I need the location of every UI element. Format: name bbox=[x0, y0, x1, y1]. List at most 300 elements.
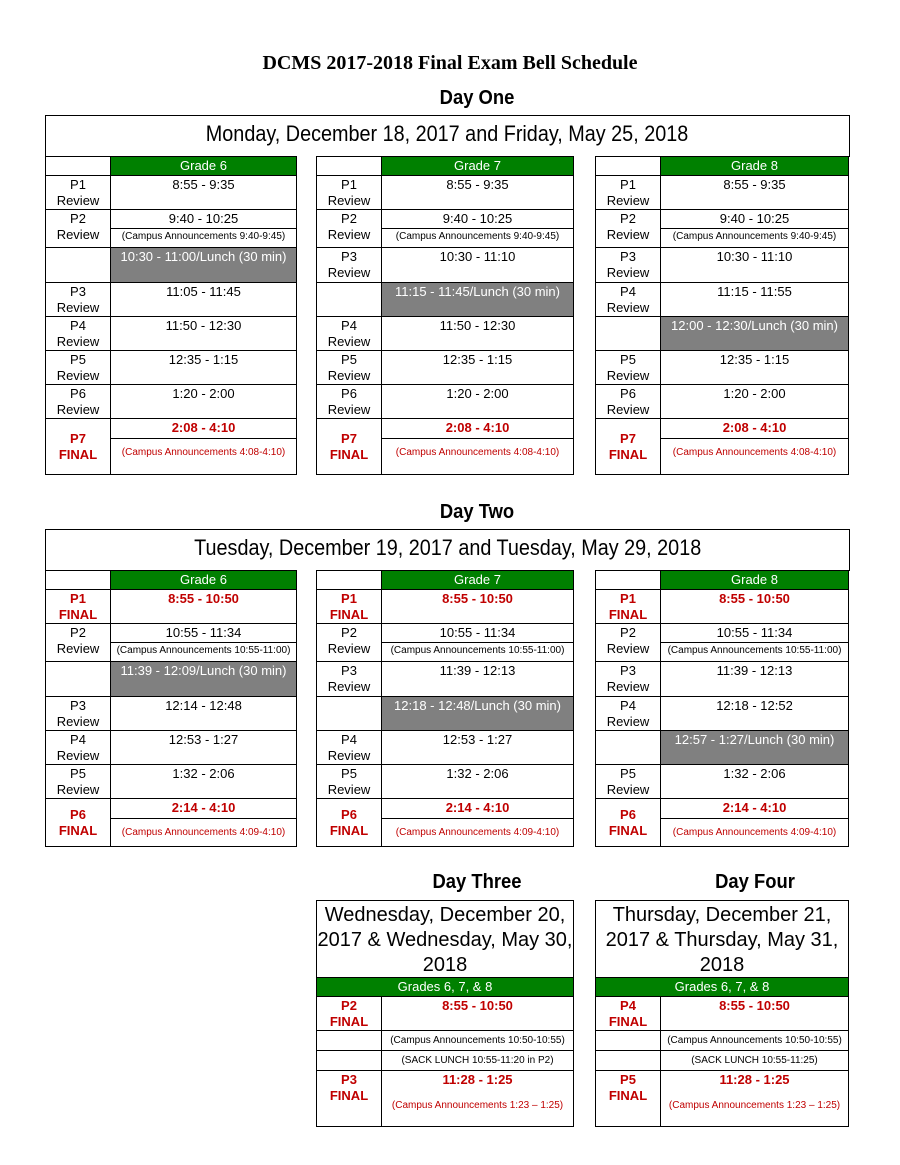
time-cell bbox=[111, 283, 297, 317]
period-type: FINAL bbox=[329, 607, 369, 622]
announcement-note: (Campus Announcements 10:55-11:00) bbox=[382, 642, 573, 658]
table-row bbox=[46, 799, 297, 847]
time-range: 1:20 - 2:00 bbox=[172, 386, 235, 401]
period-number: P6 bbox=[620, 386, 636, 401]
day-four-date bbox=[595, 900, 849, 978]
day-one-date: Monday, December 18, 2017 and Friday, May 25, 2018 bbox=[45, 115, 850, 157]
schedule-table bbox=[316, 570, 574, 847]
announcement-note: (Campus Announcements 4:08-4:10) bbox=[382, 438, 573, 461]
period-number: P1 bbox=[620, 591, 636, 606]
time-range: 8:55 - 9:35 bbox=[723, 177, 786, 192]
period-label bbox=[596, 997, 661, 1031]
period-number: P3 bbox=[341, 663, 357, 678]
period-type: Review bbox=[327, 641, 371, 656]
period-number: P3 bbox=[70, 698, 86, 713]
period-number: P2 bbox=[70, 211, 86, 226]
period-number: P1 bbox=[341, 591, 357, 606]
time-cell bbox=[111, 697, 297, 731]
period-label bbox=[596, 590, 661, 624]
period-number: P4 bbox=[70, 732, 86, 747]
period-type: Review bbox=[56, 641, 100, 656]
period-label bbox=[46, 351, 111, 385]
period-number: P6 bbox=[341, 807, 357, 822]
time-range: 2:08 - 4:10 bbox=[171, 420, 236, 435]
table-row bbox=[317, 997, 574, 1031]
time-cell bbox=[382, 176, 574, 210]
table-row bbox=[317, 731, 574, 765]
time-range: 8:55 - 10:50 bbox=[168, 591, 239, 606]
time-range: 11:28 - 1:25 bbox=[442, 1072, 513, 1087]
time-range: 11:50 - 12:30 bbox=[165, 318, 242, 333]
period-number: P1 bbox=[620, 177, 636, 192]
period-type: FINAL bbox=[608, 823, 648, 838]
time-cell bbox=[661, 590, 849, 624]
lunch-cell: 11:15 - 11:45/Lunch (30 min) bbox=[382, 283, 574, 317]
grade-header: Grade 8 bbox=[661, 157, 849, 176]
period-type: Review bbox=[606, 402, 650, 417]
table-row bbox=[317, 385, 574, 419]
grade-header: Grade 6 bbox=[111, 571, 297, 590]
time-cell bbox=[111, 624, 297, 662]
empty-label-cell bbox=[317, 1051, 382, 1071]
table-row bbox=[317, 799, 574, 847]
period-number: P2 bbox=[341, 998, 357, 1013]
period-type: FINAL bbox=[608, 1088, 648, 1103]
period-number: P4 bbox=[341, 318, 357, 333]
announcement-note: (Campus Announcements 1:23 – 1:25) bbox=[391, 1100, 564, 1111]
table-row bbox=[46, 385, 297, 419]
time-range: 2:14 - 4:10 bbox=[722, 800, 787, 815]
header-blank bbox=[596, 157, 661, 176]
time-cell bbox=[661, 248, 849, 283]
table-row bbox=[596, 590, 849, 624]
period-number: P6 bbox=[70, 807, 86, 822]
period-type: FINAL bbox=[329, 1014, 369, 1029]
time-range: 2:14 - 4:10 bbox=[171, 800, 236, 815]
period-type: Review bbox=[56, 782, 100, 797]
period-type: FINAL bbox=[58, 447, 98, 462]
lunch-cell: 12:00 - 12:30/Lunch (30 min) bbox=[661, 317, 849, 351]
announcement-note: (Campus Announcements 10:50-10:55) bbox=[661, 1031, 849, 1051]
period-type: Review bbox=[327, 402, 371, 417]
day-two-date: Tuesday, December 19, 2017 and Tuesday, May 29, 2018 bbox=[45, 529, 850, 571]
time-range: 8:55 - 9:35 bbox=[172, 177, 235, 192]
time-range: 8:55 - 9:35 bbox=[446, 177, 509, 192]
period-type: FINAL bbox=[608, 607, 648, 622]
grade-header: Grade 8 bbox=[661, 571, 849, 590]
table-row bbox=[596, 799, 849, 847]
period-type: Review bbox=[606, 782, 650, 797]
time-cell bbox=[661, 385, 849, 419]
grade-header: Grades 6, 7, & 8 bbox=[596, 978, 849, 997]
period-type: Review bbox=[56, 402, 100, 417]
period-label bbox=[596, 799, 661, 847]
period-type: Review bbox=[606, 265, 650, 280]
period-number: P1 bbox=[70, 591, 86, 606]
table-row bbox=[596, 1051, 849, 1071]
period-type: Review bbox=[56, 193, 100, 208]
period-number: P4 bbox=[70, 318, 86, 333]
period-label bbox=[596, 176, 661, 210]
time-cell bbox=[382, 317, 574, 351]
time-range: 9:40 - 10:25 bbox=[168, 211, 239, 226]
time-cell bbox=[382, 419, 574, 475]
period-type: Review bbox=[56, 368, 100, 383]
period-number: P4 bbox=[620, 284, 636, 299]
table-row bbox=[596, 176, 849, 210]
lunch-cell: 12:57 - 1:27/Lunch (30 min) bbox=[661, 731, 849, 765]
time-range: 1:20 - 2:00 bbox=[446, 386, 509, 401]
table-row bbox=[317, 419, 574, 475]
page-title: DCMS 2017-2018 Final Exam Bell Schedule bbox=[262, 52, 638, 74]
period-label bbox=[317, 248, 382, 283]
time-cell bbox=[382, 248, 574, 283]
period-label bbox=[596, 419, 661, 475]
schedule-table bbox=[316, 977, 574, 1127]
day-four-heading: Day Four bbox=[715, 871, 795, 893]
period-label bbox=[317, 385, 382, 419]
period-number: P5 bbox=[620, 766, 636, 781]
time-cell bbox=[661, 176, 849, 210]
time-range: 11:28 - 1:25 bbox=[719, 1072, 790, 1087]
time-cell bbox=[661, 283, 849, 317]
period-type: Review bbox=[606, 714, 650, 729]
time-cell bbox=[111, 799, 297, 847]
announcement-note: (Campus Announcements 10:55-11:00) bbox=[661, 642, 848, 658]
empty-label-cell bbox=[596, 1031, 661, 1051]
time-range: 2:14 - 4:10 bbox=[445, 800, 510, 815]
table-row bbox=[317, 624, 574, 662]
time-range: 12:53 - 1:27 bbox=[168, 732, 239, 747]
time-range: 11:50 - 12:30 bbox=[439, 318, 516, 333]
announcement-note: (Campus Announcements 4:08-4:10) bbox=[661, 438, 848, 461]
period-label bbox=[317, 1071, 382, 1127]
period-number: P5 bbox=[70, 766, 86, 781]
time-range: 1:32 - 2:06 bbox=[723, 766, 786, 781]
empty-label-cell bbox=[317, 283, 382, 317]
time-cell bbox=[382, 997, 574, 1031]
period-number: P5 bbox=[70, 352, 86, 367]
table-row bbox=[46, 662, 297, 697]
period-label bbox=[46, 419, 111, 475]
empty-label-cell bbox=[596, 317, 661, 351]
day-four-date-line3: 2018 bbox=[699, 954, 745, 976]
period-label bbox=[317, 590, 382, 624]
period-type: Review bbox=[327, 227, 371, 242]
time-cell bbox=[661, 419, 849, 475]
time-range: 10:55 - 11:34 bbox=[165, 625, 242, 640]
day-three-date-line3: 2018 bbox=[422, 954, 468, 976]
period-label bbox=[46, 385, 111, 419]
time-range: 10:30 - 11:10 bbox=[439, 249, 516, 264]
time-range: 12:35 - 1:15 bbox=[168, 352, 239, 367]
empty-label-cell bbox=[46, 248, 111, 283]
table-row bbox=[46, 765, 297, 799]
time-cell bbox=[382, 590, 574, 624]
period-type: Review bbox=[606, 193, 650, 208]
lunch-cell: 10:30 - 11:00/Lunch (30 min) bbox=[111, 248, 297, 283]
time-range: 11:15 - 11:55 bbox=[717, 284, 792, 299]
period-label bbox=[596, 351, 661, 385]
time-range: 12:53 - 1:27 bbox=[442, 732, 513, 747]
table-row bbox=[317, 210, 574, 248]
announcement-note: (Campus Announcements 10:50-10:55) bbox=[382, 1031, 574, 1051]
period-number: P5 bbox=[341, 766, 357, 781]
time-range: 10:55 - 11:34 bbox=[439, 625, 516, 640]
table-row bbox=[46, 176, 297, 210]
lunch-cell: 11:39 - 12:09/Lunch (30 min) bbox=[111, 662, 297, 697]
table-row bbox=[46, 419, 297, 475]
period-type: FINAL bbox=[329, 447, 369, 462]
time-cell bbox=[111, 590, 297, 624]
period-number: P2 bbox=[620, 625, 636, 640]
table-row bbox=[317, 1031, 574, 1051]
period-number: P7 bbox=[341, 431, 357, 446]
period-label bbox=[46, 624, 111, 662]
grade-header: Grade 6 bbox=[111, 157, 297, 176]
table-row bbox=[596, 385, 849, 419]
time-range: 12:18 - 12:52 bbox=[716, 698, 793, 713]
period-number: P1 bbox=[70, 177, 86, 192]
period-type: Review bbox=[327, 679, 371, 694]
table-row bbox=[596, 697, 849, 731]
table-row bbox=[596, 419, 849, 475]
period-type: Review bbox=[56, 227, 100, 242]
period-type: Review bbox=[327, 193, 371, 208]
header-blank bbox=[596, 571, 661, 590]
header-blank bbox=[317, 571, 382, 590]
period-type: Review bbox=[327, 748, 371, 763]
time-cell bbox=[661, 351, 849, 385]
time-cell bbox=[661, 799, 849, 847]
period-label bbox=[317, 351, 382, 385]
time-cell bbox=[111, 765, 297, 799]
announcement-note: (SACK LUNCH 10:55-11:20 in P2) bbox=[382, 1051, 574, 1071]
table-row bbox=[317, 590, 574, 624]
announcement-note: (Campus Announcements 10:55-11:00) bbox=[111, 642, 296, 658]
announcement-note: (Campus Announcements 9:40-9:45) bbox=[661, 228, 848, 244]
table-row bbox=[317, 662, 574, 697]
period-label bbox=[596, 697, 661, 731]
period-type: FINAL bbox=[58, 823, 98, 838]
time-cell bbox=[661, 624, 849, 662]
period-label bbox=[596, 765, 661, 799]
table-row bbox=[46, 248, 297, 283]
empty-label-cell bbox=[317, 697, 382, 731]
table-row bbox=[596, 1031, 849, 1051]
table-row bbox=[317, 697, 574, 731]
time-cell bbox=[661, 210, 849, 248]
period-label bbox=[596, 283, 661, 317]
period-label bbox=[596, 1071, 661, 1127]
table-row bbox=[317, 176, 574, 210]
table-row bbox=[46, 210, 297, 248]
table-row bbox=[596, 210, 849, 248]
time-range: 12:14 - 12:48 bbox=[165, 698, 242, 713]
period-label bbox=[46, 210, 111, 248]
period-label bbox=[317, 662, 382, 697]
period-type: FINAL bbox=[329, 823, 369, 838]
time-cell bbox=[661, 1071, 849, 1127]
announcement-note: (Campus Announcements 1:23 – 1:25) bbox=[668, 1100, 841, 1111]
table-row bbox=[596, 351, 849, 385]
table-row bbox=[596, 765, 849, 799]
period-label bbox=[317, 997, 382, 1031]
period-type: Review bbox=[606, 227, 650, 242]
period-number: P2 bbox=[341, 211, 357, 226]
schedule-table bbox=[595, 977, 849, 1127]
time-cell bbox=[382, 210, 574, 248]
table-row bbox=[46, 731, 297, 765]
period-number: P3 bbox=[620, 663, 636, 678]
period-type: Review bbox=[606, 679, 650, 694]
table-row bbox=[317, 1051, 574, 1071]
table-row bbox=[596, 624, 849, 662]
period-type: FINAL bbox=[58, 607, 98, 622]
period-number: P5 bbox=[620, 1072, 636, 1087]
day-three-date-line2: 2017 & Wednesday, May 30, bbox=[317, 929, 573, 951]
period-label bbox=[317, 624, 382, 662]
empty-label-cell bbox=[46, 662, 111, 697]
period-type: Review bbox=[56, 748, 100, 763]
header-blank bbox=[317, 157, 382, 176]
table-row bbox=[317, 765, 574, 799]
period-number: P2 bbox=[341, 625, 357, 640]
period-number: P5 bbox=[341, 352, 357, 367]
table-row bbox=[596, 283, 849, 317]
time-cell bbox=[111, 176, 297, 210]
period-number: P4 bbox=[341, 732, 357, 747]
period-label bbox=[46, 765, 111, 799]
period-label bbox=[46, 283, 111, 317]
period-number: P2 bbox=[70, 625, 86, 640]
header-blank bbox=[46, 157, 111, 176]
period-number: P3 bbox=[341, 1072, 357, 1087]
period-label bbox=[317, 799, 382, 847]
announcement-note: (Campus Announcements 4:09-4:10) bbox=[382, 818, 573, 841]
time-range: 9:40 - 10:25 bbox=[719, 211, 790, 226]
table-row bbox=[46, 351, 297, 385]
time-cell bbox=[382, 385, 574, 419]
empty-label-cell bbox=[596, 1051, 661, 1071]
period-number: P3 bbox=[341, 249, 357, 264]
period-type: Review bbox=[327, 265, 371, 280]
period-type: Review bbox=[606, 641, 650, 656]
period-type: Review bbox=[606, 368, 650, 383]
period-label bbox=[46, 317, 111, 351]
period-label bbox=[596, 662, 661, 697]
period-type: FINAL bbox=[329, 1088, 369, 1103]
time-range: 8:55 - 10:50 bbox=[719, 591, 790, 606]
day-three-heading: Day Three bbox=[432, 871, 522, 893]
period-number: P3 bbox=[70, 284, 86, 299]
grade-header: Grades 6, 7, & 8 bbox=[317, 978, 574, 997]
period-label bbox=[317, 419, 382, 475]
period-label bbox=[596, 210, 661, 248]
announcement-note: (Campus Announcements 9:40-9:45) bbox=[382, 228, 573, 244]
table-row bbox=[46, 697, 297, 731]
period-number: P2 bbox=[620, 211, 636, 226]
period-label bbox=[46, 697, 111, 731]
table-row bbox=[596, 317, 849, 351]
time-cell bbox=[111, 419, 297, 475]
period-number: P6 bbox=[70, 386, 86, 401]
schedule-table bbox=[316, 156, 574, 475]
period-label bbox=[596, 624, 661, 662]
lunch-cell: 12:18 - 12:48/Lunch (30 min) bbox=[382, 697, 574, 731]
time-range: 10:30 - 11:10 bbox=[716, 249, 793, 264]
time-range: 11:39 - 12:13 bbox=[716, 663, 793, 678]
period-type: Review bbox=[327, 368, 371, 383]
grade-header: Grade 7 bbox=[382, 157, 574, 176]
period-number: P1 bbox=[341, 177, 357, 192]
table-row bbox=[317, 351, 574, 385]
period-label bbox=[46, 590, 111, 624]
time-cell bbox=[111, 385, 297, 419]
day-one-heading: Day One bbox=[439, 87, 515, 109]
time-cell bbox=[661, 697, 849, 731]
time-range: 11:05 - 11:45 bbox=[166, 284, 241, 299]
table-row bbox=[596, 662, 849, 697]
time-range: 9:40 - 10:25 bbox=[442, 211, 513, 226]
announcement-note: (Campus Announcements 4:09-4:10) bbox=[661, 818, 848, 841]
period-label bbox=[317, 317, 382, 351]
table-row bbox=[46, 624, 297, 662]
period-label bbox=[596, 385, 661, 419]
time-range: 10:55 - 11:34 bbox=[716, 625, 793, 640]
period-number: P4 bbox=[620, 998, 636, 1013]
day-two-heading: Day Two bbox=[439, 501, 515, 523]
header-blank bbox=[46, 571, 111, 590]
time-cell bbox=[382, 799, 574, 847]
period-label bbox=[46, 731, 111, 765]
time-cell bbox=[382, 765, 574, 799]
period-number: P3 bbox=[620, 249, 636, 264]
time-range: 12:35 - 1:15 bbox=[719, 352, 790, 367]
period-number: P7 bbox=[70, 431, 86, 446]
time-range: 1:20 - 2:00 bbox=[723, 386, 786, 401]
table-row bbox=[596, 997, 849, 1031]
schedule-table bbox=[45, 570, 297, 847]
time-range: 2:08 - 4:10 bbox=[445, 420, 510, 435]
period-number: P7 bbox=[620, 431, 636, 446]
period-label bbox=[46, 176, 111, 210]
announcement-note: (Campus Announcements 4:09-4:10) bbox=[111, 818, 296, 841]
time-cell bbox=[382, 351, 574, 385]
grade-header: Grade 7 bbox=[382, 571, 574, 590]
time-cell bbox=[111, 317, 297, 351]
period-type: Review bbox=[56, 714, 100, 729]
time-range: 2:08 - 4:10 bbox=[722, 420, 787, 435]
table-row bbox=[596, 1071, 849, 1127]
time-range: 1:32 - 2:06 bbox=[172, 766, 235, 781]
period-label bbox=[317, 210, 382, 248]
time-cell bbox=[661, 765, 849, 799]
period-label bbox=[317, 731, 382, 765]
period-type: FINAL bbox=[608, 447, 648, 462]
period-type: Review bbox=[327, 782, 371, 797]
time-range: 8:55 - 10:50 bbox=[442, 998, 513, 1013]
period-type: Review bbox=[606, 300, 650, 315]
table-row bbox=[596, 731, 849, 765]
table-row bbox=[596, 248, 849, 283]
announcement-note: (Campus Announcements 4:08-4:10) bbox=[111, 438, 296, 461]
table-row bbox=[46, 283, 297, 317]
day-three-date-line1: Wednesday, December 20, bbox=[324, 904, 566, 926]
period-type: Review bbox=[327, 334, 371, 349]
time-cell bbox=[382, 731, 574, 765]
table-row bbox=[317, 317, 574, 351]
